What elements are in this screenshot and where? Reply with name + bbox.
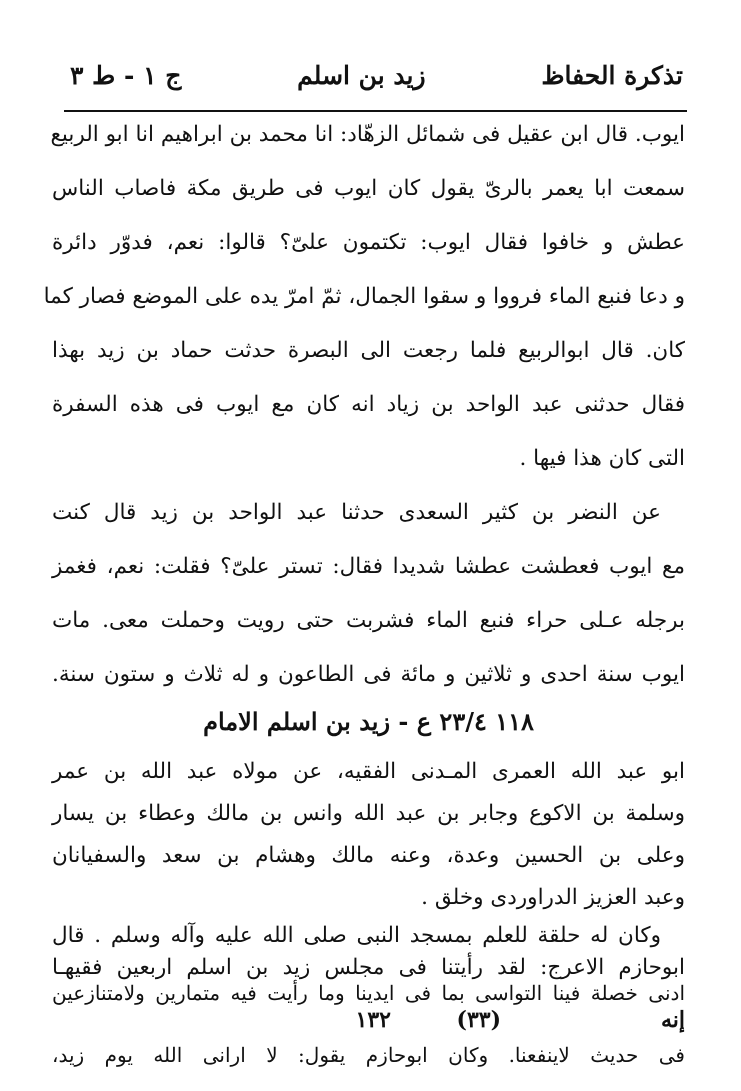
- volume-label: ج ١ - ط ٣: [70, 60, 182, 90]
- text-line-10: برجله عـلى حراء فنبع الماء فشربت حتى رويت وحملت معى. مات: [52, 608, 685, 633]
- text-line-18: ادنى خصلة فينا التواسى بما فى ايدينا وما رأيت فيه متمارين ولامتنازعين: [52, 981, 685, 1005]
- running-header: [70, 52, 683, 98]
- text-line-7: التى كان هذا فيها .: [519, 446, 685, 471]
- text-line-5: كان. قال ابوالربيع فلما رجعت الى البصرة حدثت حماد بن زيد بهذا: [52, 338, 685, 363]
- page-number: ١٣٢: [355, 1007, 391, 1033]
- header-rule: [64, 110, 687, 112]
- text-line-14: وعلى بن الحسين وعدة، وعنه مالك وهشام بن سعد والسفيانان: [52, 843, 685, 868]
- text-line-9: مع ايوب فعطشت عطشا شديدا فقال: تستر علىّ؟ فقلت: نعم، فغمز: [52, 554, 685, 579]
- text-line-17: ابوحازم الاعرج: لقد رأيتنا فى مجلس زيد بن اسلم اربعين فقيهـا: [52, 955, 685, 980]
- text-line-13: وسلمة بن الاكوع وجابر بن عبد الله وانس بن مالك وعطاء بن يسار: [52, 801, 685, 826]
- text-line-8: عن النضر بن كثير السعدى حدثنا عبد الواحد بن زيد قال كنت: [52, 500, 661, 525]
- book-title: تذكرة الحفاظ: [541, 60, 683, 90]
- text-line-19: فى حديث لاينفعنا. وكان ابوحازم يقول: لا ارانى الله يوم زيد،: [52, 1043, 685, 1067]
- text-line-2: سمعت ابا يعمر بالرىّ يقول كان ايوب فى طريق مكة فاصاب الناس: [52, 176, 685, 201]
- section-number: (٣٣): [456, 1007, 501, 1033]
- text-line-6: فقال حدثنى عبد الواحد بن زياد انه كان مع ايوب فى هذه السفرة: [52, 392, 685, 417]
- text-line-1: ايوب. قال ابن عقيل فى شمائل الزهّاد: انا محمد بن ابراهيم انا ابو الربيع: [50, 122, 685, 147]
- catchword: إنه: [660, 1007, 685, 1033]
- text-line-15: وعبد العزيز الدراوردى وخلق .: [421, 885, 685, 910]
- text-line-3: عطش و خافوا فقال ايوب: تكتمون علىّ؟ قالوا: نعم، فدوّر دائرة: [52, 230, 685, 255]
- text-line-4: و دعا فنبع الماء فرووا و سقوا الجمال، ثمّ امرّ يده على الموضع فصار كما: [43, 284, 685, 309]
- text-line-11: ايوب سنة احدى و ثلاثين و مائة فى الطاعون و له ثلاث و ستون سنة.: [52, 662, 685, 687]
- entry-heading: ١١٨ ٢٣/٤ ع - زيد بن اسلم الامام: [203, 707, 534, 736]
- entry-name: زيد بن اسلم: [297, 60, 426, 90]
- text-line-16: وكان له حلقة للعلم بمسجد النبى صلى الله عليه وآله وسلم . قال: [52, 923, 661, 948]
- text-line-12: ابو عبد الله العمرى المـدنى الفقيه، عن مولاه عبد الله بن عمر: [52, 759, 685, 784]
